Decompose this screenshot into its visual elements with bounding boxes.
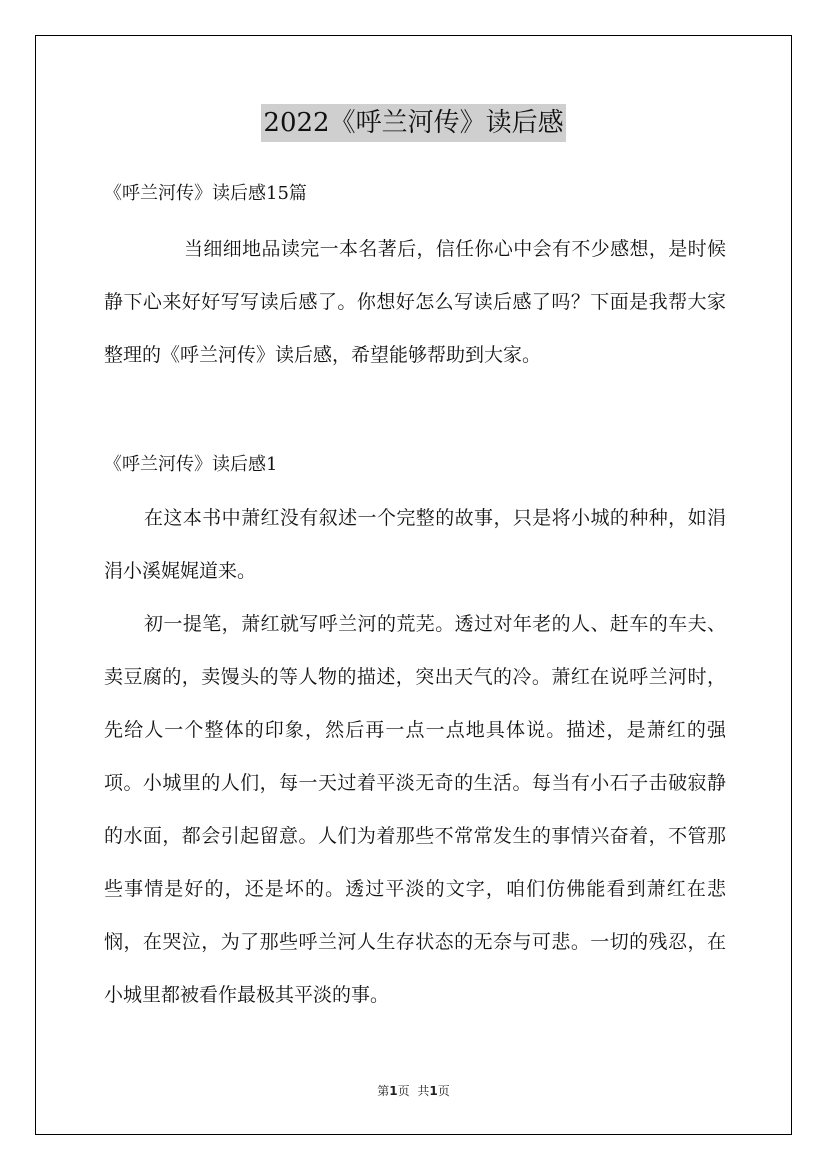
footer-page-number: 1 — [389, 1084, 398, 1098]
document-subtitle: 《呼兰河传》读后感15篇 — [104, 183, 307, 204]
footer-total-suffix: 页 — [437, 1084, 450, 1098]
footer-total-pages: 1 — [429, 1084, 438, 1098]
section-body — [104, 492, 726, 1022]
footer-total-prefix: 共 — [417, 1084, 430, 1098]
document-title-wrapper — [0, 104, 827, 142]
body-paragraph: 初一提笔，萧红就写呼兰河的荒芜。透过对年老的人、赶车的车夫、卖豆腐的，卖馒头的等人物的描述，突出天气的冷。萧红在说呼兰河时，先给人一个整体的印象，然后再一点一点地具体说。描述，是萧红的强项。小城里的人们，每一天过着平淡无奇的生活。每当有小石子击破寂静的水面，都会引起留意。人们为着那些不常常发生的事情兴奋着，不管那些事情是好的，还是坏的。透过平淡的文字，咱们仿佛能看到萧红在悲悯，在哭泣，为了那些呼兰河人生存状态的无奈与可悲。一切的残忍，在小城里都被看作最极其平淡的事。 — [104, 613, 726, 1006]
footer-page-prefix: 第 — [377, 1084, 390, 1098]
document-title: 2022《呼兰河传》读后感 — [261, 104, 565, 142]
page-footer — [0, 1082, 827, 1100]
body-paragraph: 在这本书中萧红没有叙述一个完整的故事，只是将小城的种种，如涓涓小溪娓娓道来。 — [104, 507, 726, 582]
intro-block — [104, 223, 726, 382]
section-heading: 《呼兰河传》读后感1 — [104, 454, 278, 475]
footer-page-suffix: 页 — [397, 1084, 410, 1098]
intro-paragraph: 当细细地品读完一本名著后，信任你心中会有不少感想，是时候静下心来好好写写读后感了。你想好怎么写读后感了吗？下面是我帮大家整理的《呼兰河传》读后感，希望能够帮助到大家。 — [104, 238, 726, 366]
